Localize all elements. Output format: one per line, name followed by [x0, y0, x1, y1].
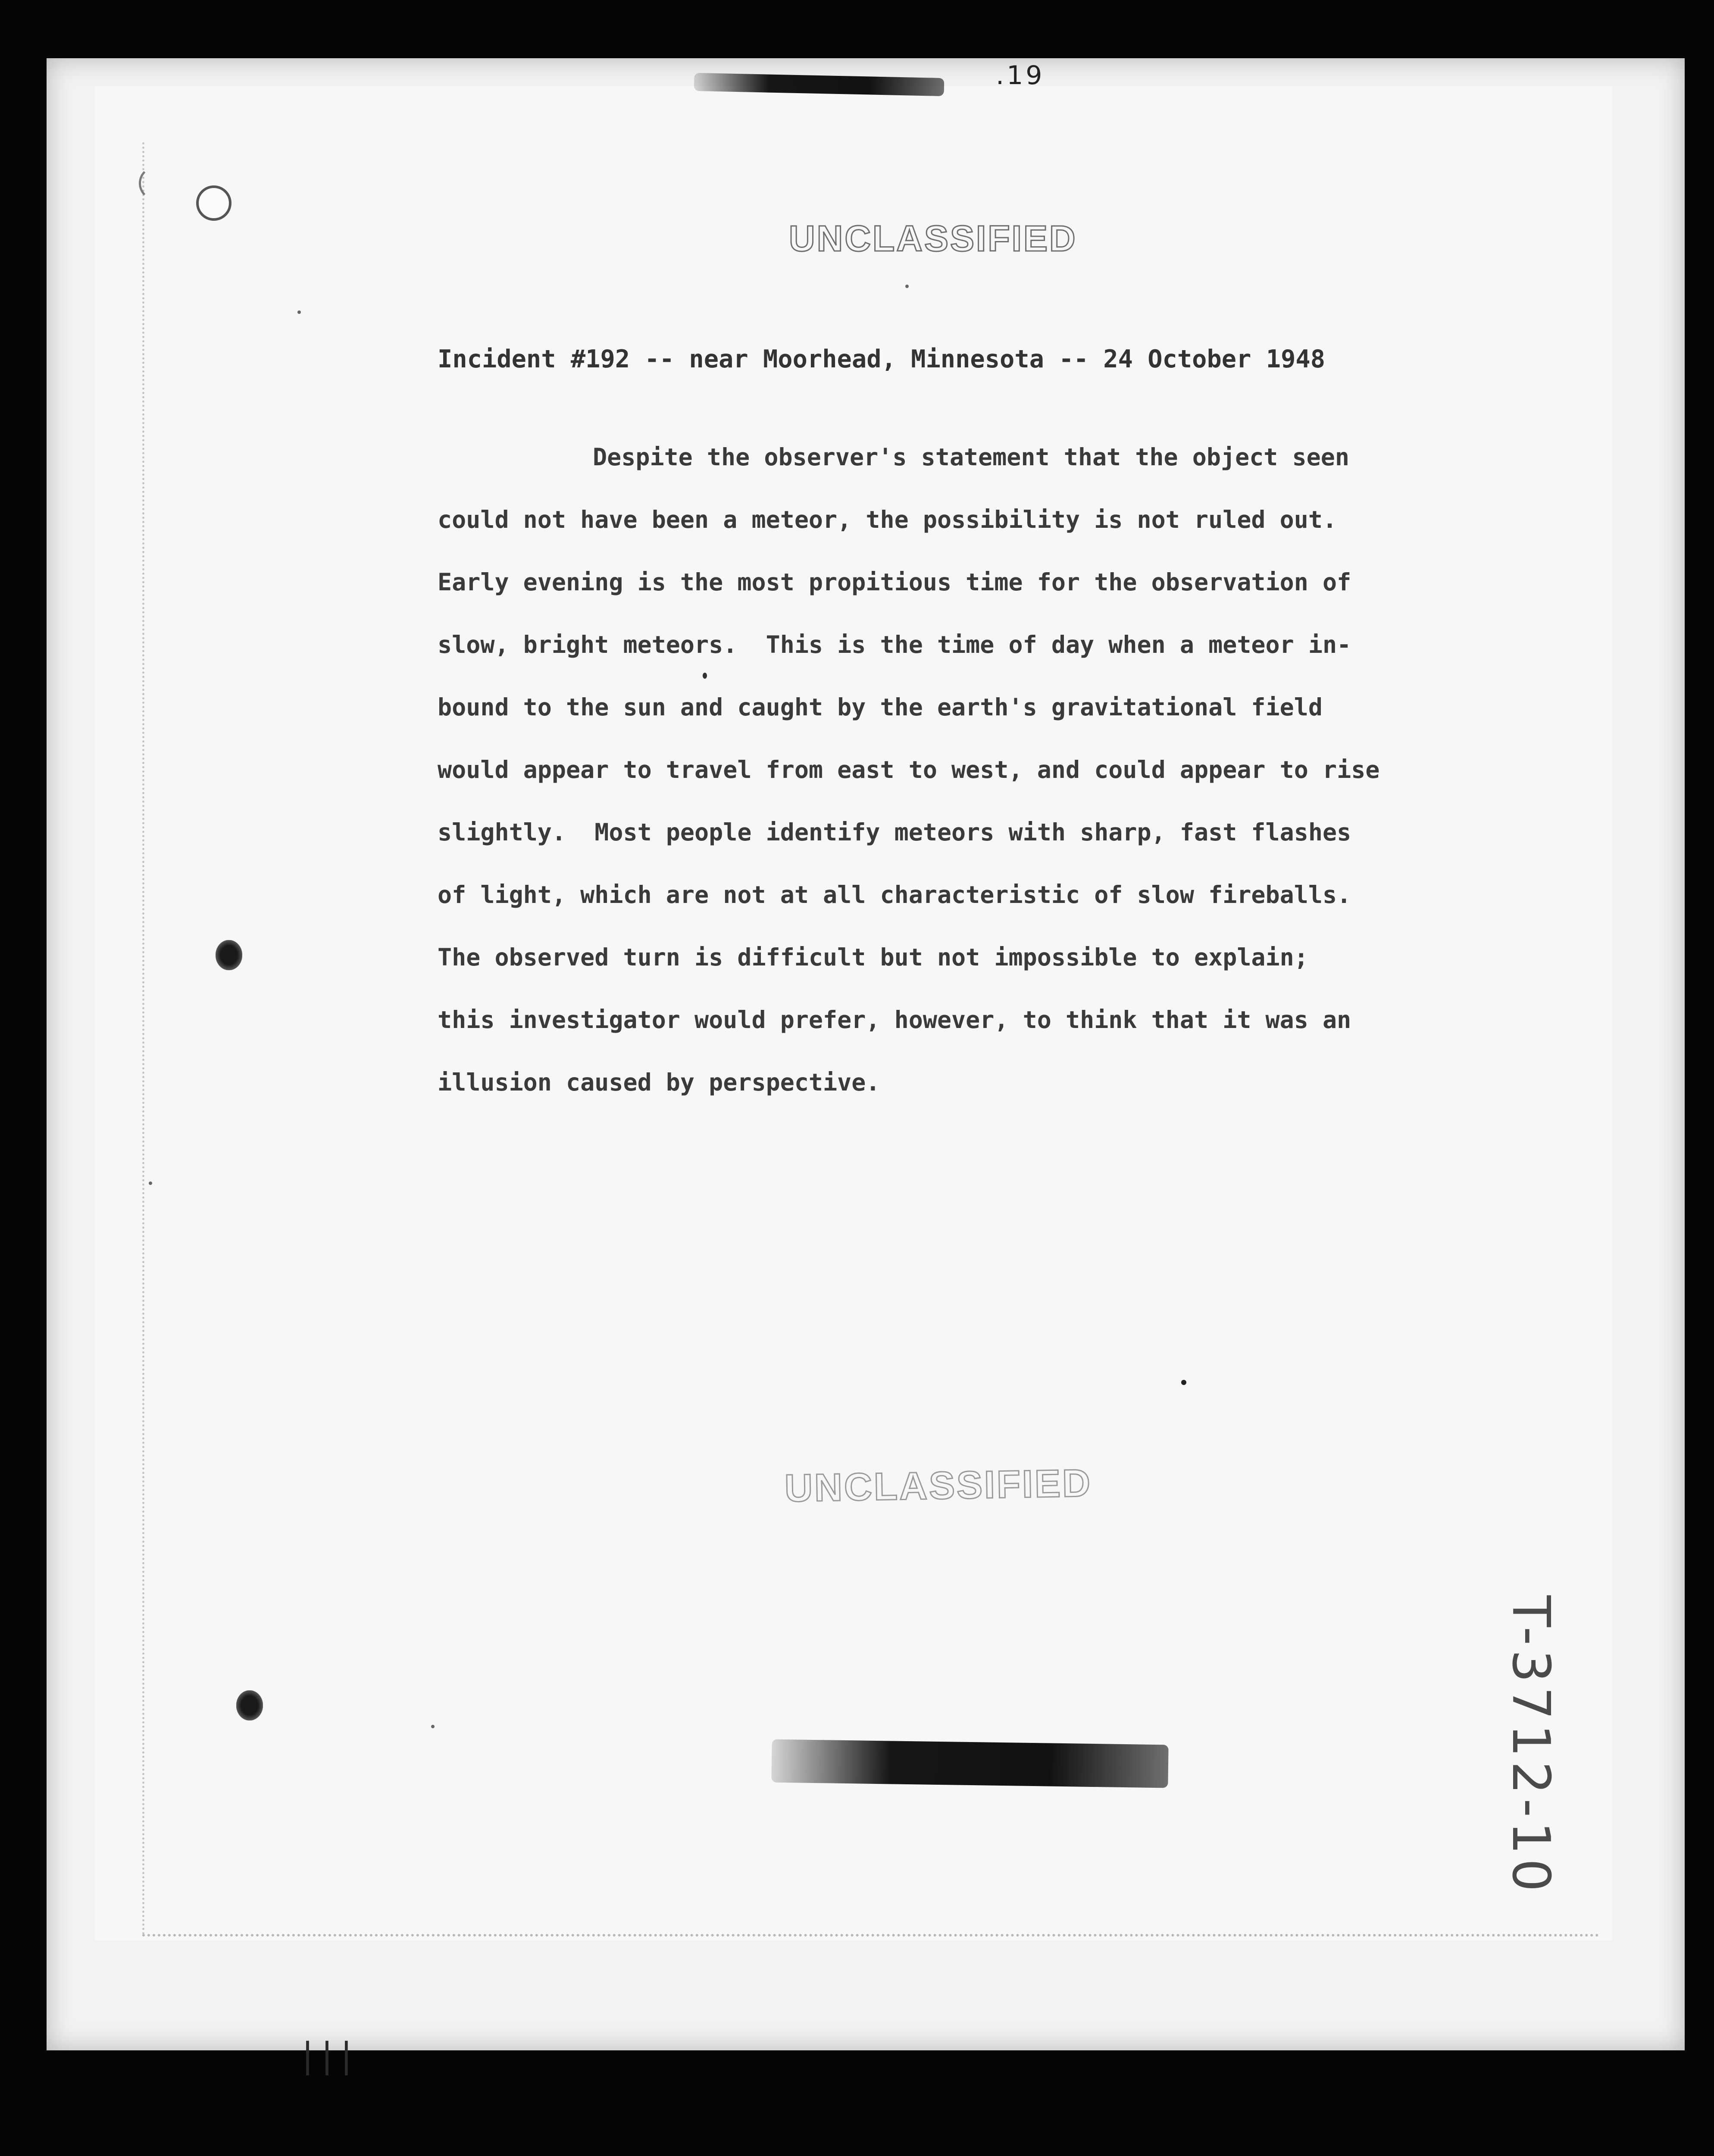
binder-clip-icon	[236, 1690, 263, 1720]
body-line: illusion caused by perspective.	[438, 1069, 880, 1096]
body-line: Despite the observer's statement that the object seen	[593, 443, 1349, 471]
binder-clip-icon	[216, 940, 242, 970]
classification-stamp-bottom: UNCLASSIFIED	[784, 1461, 1092, 1510]
body-line: could not have been a meteor, the possibility is not ruled out.	[438, 506, 1337, 533]
classification-stamp-top: UNCLASSIFIED	[789, 218, 1077, 259]
paper-speck	[905, 285, 909, 288]
body-line: this investigator would prefer, however, to think that it was an	[438, 1006, 1351, 1034]
paper-speck	[1181, 1380, 1186, 1385]
body-line: bound to the sun and caught by the earth's gravitational field	[438, 693, 1323, 721]
body-line: Early evening is the most propitious time for the observation of	[438, 568, 1351, 596]
body-line: slightly. Most people identify meteors with sharp, fast flashes	[438, 818, 1351, 846]
body-line: The observed turn is difficult but not impossible to explain;	[438, 943, 1308, 971]
handwritten-side-note: T-3712-10	[1501, 1595, 1561, 1896]
paper-speck	[297, 310, 301, 314]
bottom-scrawl: |||	[302, 2035, 360, 2075]
top-mark: .19	[996, 60, 1045, 91]
paper-speck	[149, 1181, 152, 1185]
body-line: would appear to travel from east to west, and could appear to rise	[438, 756, 1380, 783]
paper-speck	[703, 673, 707, 679]
body-line: of light, which are not at all characteristic of slow fireballs.	[438, 881, 1351, 909]
punch-hole-icon	[196, 185, 231, 221]
bottom-ink-smudge	[771, 1739, 1168, 1788]
body-line: slow, bright meteors. This is the time of day when a meteor in-	[438, 631, 1351, 658]
incident-heading: Incident #192 -- near Moorhead, Minnesota -- 24 October 1948	[438, 345, 1326, 373]
paper-bottom-edge	[142, 1934, 1599, 1937]
report-body	[438, 438, 1379, 1125]
punch-hole-arc	[139, 166, 173, 201]
paper-speck	[431, 1725, 435, 1728]
paper-left-edge	[142, 142, 144, 1936]
